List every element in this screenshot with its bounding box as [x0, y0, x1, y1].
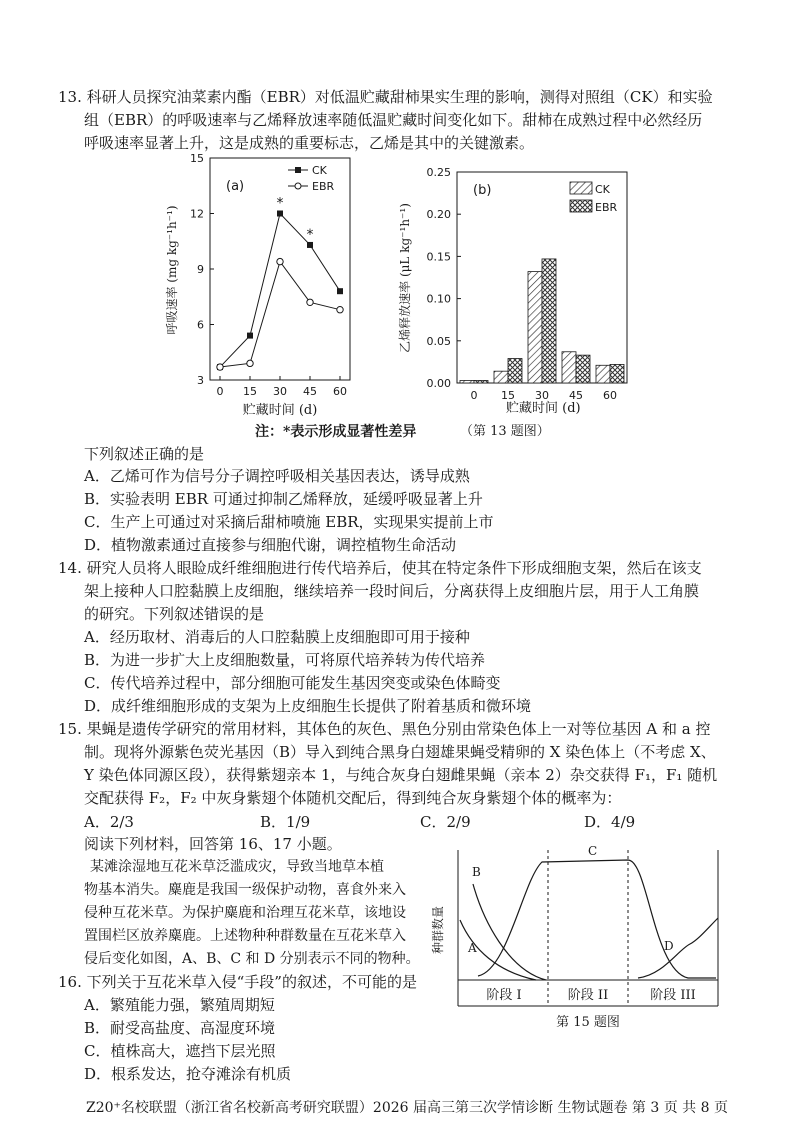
page-footer: Z20⁺名校联盟（浙江省名校新高考研究联盟）2026 届高三第三次学情诊断 生物试题卷 第 3 页 共 8 页 — [86, 1100, 728, 1116]
chart-b-ytick-label: 0.10 — [426, 292, 451, 306]
q16-option-b[interactable]: B．耐受高盐度、高湿度环境 — [84, 1019, 276, 1037]
q13-stem: 下列叙述正确的是 — [84, 445, 205, 463]
q13-line-3: 呼吸速率显著上升，这是成熟的重要标志，乙烯是其中的关键激素。 — [84, 134, 535, 152]
chart-a-panel-label: (a) — [226, 179, 245, 194]
population-label-b: B — [472, 865, 481, 879]
population-stage-3: 阶段 III — [650, 988, 696, 1003]
q16-option-c[interactable]: C．植株高大，遮挡下层光照 — [84, 1042, 276, 1060]
chart-b-xtick-label: 15 — [501, 389, 515, 402]
chart-a-line-ebr — [220, 262, 340, 367]
q14-option-c[interactable]: C．传代培养过程中，部分细胞可能发生基因突变或染色体畸变 — [84, 674, 501, 692]
q13-option-b[interactable]: B．实验表明 EBR 可通过抑制乙烯释放，延缓呼吸显著上升 — [84, 490, 483, 508]
reading-line-2: 物基本消失。麋鹿是我国一级保护动物，喜食外来入 — [84, 882, 406, 898]
q13-figure-note: 注：*表示形成显著性差异 — [255, 424, 417, 440]
chart-a-respiration — [160, 150, 360, 420]
chart-b-xtick-label: 30 — [535, 389, 549, 402]
population-stage-1: 阶段 I — [486, 988, 522, 1003]
chart-a-ytick-label: 9 — [197, 263, 204, 276]
chart-a-point-ck — [247, 333, 253, 339]
reading-line-4: 置围栏区放养麋鹿。上述物种种群数量在互花米草入 — [84, 928, 406, 944]
chart-a-legend-ck-marker — [295, 167, 301, 173]
population-label-c: C — [588, 844, 598, 858]
population-stage-2: 阶段 II — [567, 988, 609, 1003]
chart-a-ytick-label: 12 — [190, 207, 204, 221]
chart-a-ytick-label: 3 — [197, 374, 204, 387]
chart-a-xtick-label: 0 — [216, 385, 224, 398]
reading-line-3: 侵种互花米草。为保护麋鹿和治理互花米草，该地设 — [84, 905, 406, 921]
population-label-a: A — [468, 941, 477, 955]
chart-b-ylabel: 乙烯释放速率 (μL kg⁻¹h⁻¹) — [398, 203, 412, 353]
q16-option-d[interactable]: D．根系发达，抢夺滩涂有机质 — [84, 1065, 292, 1083]
chart-a-xtick-label: 30 — [273, 385, 287, 398]
chart-b-ethylene — [395, 160, 635, 420]
chart-b-xtick-label: 0 — [470, 389, 478, 402]
q16-stem: 16. 下列关于互花米草入侵“手段”的叙述，不可能的是 — [58, 973, 417, 991]
q13-line-1: 13. 科研人员探究油菜素内酯（EBR）对低温贮藏甜柿果实生理的影响，测得对照组（CK）和实验 — [58, 88, 713, 106]
chart-b-ytick-label: 0.25 — [426, 166, 451, 179]
chart-b-xtick-label: 45 — [569, 389, 583, 402]
q13-option-c[interactable]: C．生产上可通过对采摘后甜柿喷施 EBR，实现果实提前上市 — [84, 513, 494, 531]
chart-b-bar-ebr — [508, 359, 522, 383]
q14-option-b[interactable]: B．为进一步扩大上皮细胞数量，可将原代培养转为传代培养 — [84, 651, 486, 669]
chart-a-line-ck — [220, 214, 340, 368]
chart-b-bar-ck — [596, 365, 610, 383]
chart-b-bar-ck — [562, 352, 576, 383]
chart-a-xlabel: 贮藏时间 (d) — [242, 403, 318, 418]
q14-option-d[interactable]: D．成纤维细胞形成的支架为上皮细胞生长提供了附着基质和微环境 — [84, 697, 532, 715]
chart-b-panel-label: (b) — [473, 183, 492, 198]
q15-line-3: Y 染色体同源区段），获得紫翅亲本 1，与纯合灰身白翅雌果蝇（亲本 2）杂交获得 F₁，F₁ 随机 — [84, 766, 718, 784]
q13-figure-caption: （第 13 题图） — [460, 424, 550, 439]
chart-b-bar-ebr — [542, 259, 556, 383]
chart-b-bar-ebr — [576, 355, 590, 383]
chart-a-legend-ebr: EBR — [312, 180, 335, 193]
q14-line-1: 14. 研究人员将人眼睑成纤维细胞进行传代培养后，使其在特定条件下形成细胞支架，然后在该支 — [58, 559, 702, 577]
q16-option-a[interactable]: A．繁殖能力强，繁殖周期短 — [84, 996, 275, 1014]
reading-line-5: 侵后变化如图，A、B、C 和 D 分别表示不同的物种。 — [84, 951, 420, 967]
q15-option-b[interactable]: B．1/9 — [260, 813, 311, 831]
chart-b-legend-ck-swatch — [570, 182, 592, 194]
population-curve-b — [473, 884, 546, 980]
chart-b-ytick-label: 0.05 — [426, 334, 451, 348]
population-label-d: D — [664, 939, 674, 953]
chart-b-ytick-label: 0.15 — [426, 250, 451, 264]
chart-a-point-ck — [337, 288, 343, 294]
q14-line-2: 架上接种人口腔黏膜上皮细胞，继续培养一段时间后，分离获得上皮细胞片层，用于人工角膜 — [84, 582, 700, 600]
q13-line-2: 组（EBR）的呼吸速率与乙烯释放速率随低温贮藏时间变化如下。甜柿在成熟过程中必然经历 — [84, 111, 703, 129]
q15-option-c[interactable]: C．2/9 — [420, 813, 471, 831]
chart-b-xlabel: 贮藏时间 (d) — [506, 401, 581, 416]
chart-b-ytick-label: 0.20 — [426, 208, 451, 222]
chart-a-point-ebr — [217, 364, 223, 370]
chart-a-ytick-label: 15 — [190, 152, 204, 165]
chart-a-significance-star: * — [276, 195, 284, 212]
q14-option-a[interactable]: A．经历取材、消毒后的人口腔黏膜上皮细胞即可用于接种 — [84, 628, 470, 646]
reading-intro: 阅读下列材料，回答第 16、17 小题。 — [84, 835, 342, 853]
q13-option-d[interactable]: D．植物激素通过直接参与细胞代谢，调控植物生命活动 — [84, 536, 457, 554]
q15-option-a[interactable]: A．2/3 — [84, 813, 134, 831]
chart-b-bar-ck — [494, 371, 508, 383]
chart-b-bar-ebr — [474, 380, 488, 383]
chart-a-significance-star: * — [306, 226, 314, 243]
chart-a-point-ebr — [247, 360, 253, 366]
chart-b-xtick-label: 60 — [603, 389, 617, 402]
chart-a-point-ebr — [337, 307, 343, 313]
chart-b-legend-ebr: EBR — [595, 201, 618, 214]
q15-option-d[interactable]: D．4/9 — [584, 813, 636, 831]
population-curve-d — [638, 918, 718, 978]
chart-a-ylabel: 呼吸速率 (mg kg⁻¹h⁻¹) — [165, 205, 179, 335]
chart-a-legend-ebr-marker — [295, 183, 301, 189]
q15-line-4: 交配获得 F₂，F₂ 中灰身紫翅个体随机交配后，得到纯合灰身紫翅个体的概率为： — [84, 789, 622, 807]
chart-a-xtick-label: 45 — [303, 385, 317, 398]
population-ylabel: 种群数量 — [431, 905, 445, 955]
q13-option-a[interactable]: A．乙烯可作为信号分子调控呼吸相关基因表达，诱导成熟 — [84, 467, 470, 485]
chart-a-xtick-label: 60 — [333, 385, 347, 398]
q14-line-3: 的研究。下列叙述错误的是 — [84, 605, 265, 623]
chart-a-legend-ck: CK — [312, 164, 327, 177]
chart-b-legend-ebr-swatch — [570, 200, 592, 212]
chart-a-xtick-label: 15 — [243, 385, 257, 398]
q15-line-2: 制。现将外源紫色荧光基因（B）导入到纯合黑身白翅雄果蝇受精卵的 X 染色体上（不考虑 X、 — [84, 743, 716, 761]
chart-b-bar-ebr — [610, 364, 624, 383]
reading-line-1: 某滩涂湿地互花米草泛滥成灾，导致当地草本植 — [90, 859, 384, 875]
chart-a-point-ebr — [277, 258, 283, 264]
chart-a-ytick-label: 6 — [197, 318, 204, 332]
chart-b-bar-ck — [460, 380, 474, 383]
population-caption: 第 15 题图 — [556, 1015, 620, 1030]
chart-population — [428, 840, 724, 1040]
chart-a-point-ebr — [307, 299, 313, 305]
chart-b-legend-ck: CK — [595, 183, 610, 196]
chart-b-ytick-label: 0.00 — [426, 377, 451, 390]
chart-b-bar-ck — [528, 272, 542, 383]
q15-line-1: 15. 果蝇是遗传学研究的常用材料，其体色的灰色、黑色分别由常染色体上一对等位基因 A 和 a 控 — [58, 720, 711, 738]
